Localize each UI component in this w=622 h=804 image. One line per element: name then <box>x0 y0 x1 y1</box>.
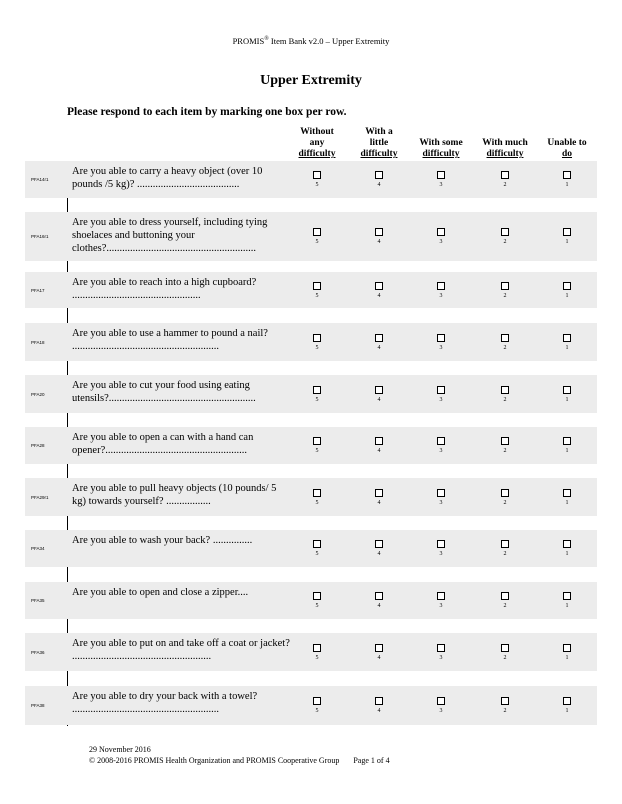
column-headers <box>0 123 622 161</box>
response-checkbox[interactable] <box>563 697 571 705</box>
response-checkbox[interactable] <box>501 644 509 652</box>
response-value: 4 <box>377 708 381 714</box>
response-option[interactable] <box>305 375 329 413</box>
response-checkbox[interactable] <box>563 437 571 445</box>
footer-date: 29 November 2016 <box>89 745 151 754</box>
response-value: 2 <box>503 708 507 714</box>
response-checkbox[interactable] <box>501 489 509 497</box>
response-value: 2 <box>503 551 507 557</box>
response-checkbox[interactable] <box>313 437 321 445</box>
response-checkbox[interactable] <box>437 228 445 236</box>
footer-page-number: Page 1 of 4 <box>353 756 390 765</box>
footer-copyright: © 2008-2016 PROMIS Health Organization and PROMIS Cooperative Group <box>89 756 340 765</box>
response-checkbox[interactable] <box>563 592 571 600</box>
response-option[interactable] <box>305 633 329 671</box>
column-header-line: difficulty <box>298 149 336 159</box>
response-option[interactable] <box>367 686 391 725</box>
response-checkbox[interactable] <box>563 540 571 548</box>
response-value: 2 <box>503 292 507 299</box>
item-row <box>25 530 597 567</box>
response-option[interactable] <box>429 478 453 516</box>
response-checkbox[interactable] <box>375 228 383 236</box>
response-checkbox[interactable] <box>375 282 383 290</box>
response-value: 4 <box>377 239 381 245</box>
response-checkbox[interactable] <box>313 171 321 179</box>
item-id: PFA36 <box>31 649 45 655</box>
response-option[interactable] <box>493 582 517 619</box>
response-checkbox[interactable] <box>501 697 509 705</box>
response-value: 4 <box>377 182 381 188</box>
response-checkbox[interactable] <box>437 386 445 394</box>
response-value: 2 <box>503 239 507 245</box>
column-header <box>406 123 476 160</box>
item-id: PFA18 <box>31 339 45 345</box>
response-checkbox[interactable] <box>563 489 571 497</box>
response-value: 2 <box>503 603 507 609</box>
response-value: 5 <box>315 551 319 557</box>
response-value: 1 <box>565 551 569 557</box>
response-option[interactable] <box>555 478 579 516</box>
response-checkbox[interactable] <box>501 386 509 394</box>
response-value: 1 <box>565 182 569 188</box>
response-option[interactable] <box>493 212 517 261</box>
response-checkbox[interactable] <box>563 644 571 652</box>
response-checkbox[interactable] <box>375 592 383 600</box>
response-value: 1 <box>565 654 569 661</box>
response-value: 1 <box>565 603 569 609</box>
response-checkbox[interactable] <box>313 489 321 497</box>
response-option[interactable] <box>555 582 579 619</box>
response-option[interactable] <box>429 272 453 308</box>
response-checkbox[interactable] <box>437 540 445 548</box>
response-checkbox[interactable] <box>375 334 383 342</box>
response-checkbox[interactable] <box>375 386 383 394</box>
response-checkbox[interactable] <box>375 697 383 705</box>
response-value: 5 <box>315 239 319 245</box>
response-option[interactable] <box>429 161 453 198</box>
item-row <box>25 212 597 261</box>
response-checkbox[interactable] <box>501 282 509 290</box>
item-question: Are you able to put on and take off a coat or jacket? ..................................................... <box>72 638 290 662</box>
response-value: 3 <box>439 603 443 609</box>
column-header-line: difficulty <box>422 149 460 159</box>
response-checkbox[interactable] <box>437 334 445 342</box>
response-option[interactable] <box>429 427 453 464</box>
response-option[interactable] <box>493 530 517 567</box>
response-value: 1 <box>565 499 569 506</box>
response-value: 3 <box>439 499 443 506</box>
column-header-line: With much <box>482 138 528 148</box>
response-checkbox[interactable] <box>437 437 445 445</box>
item-id: PFA28 <box>31 443 45 448</box>
item-row <box>25 161 597 198</box>
response-option[interactable] <box>305 686 329 725</box>
item-row <box>25 375 597 413</box>
response-option[interactable] <box>493 323 517 361</box>
response-checkbox[interactable] <box>437 282 445 290</box>
response-checkbox[interactable] <box>313 540 321 548</box>
response-option[interactable] <box>305 427 329 464</box>
response-option[interactable] <box>367 427 391 464</box>
item-question: Are you able to open a can with a hand can opener?...................................................... <box>72 432 254 456</box>
response-value: 5 <box>315 603 319 609</box>
column-header <box>470 123 540 160</box>
response-value: 5 <box>315 448 319 454</box>
response-option[interactable] <box>305 478 329 516</box>
response-checkbox[interactable] <box>313 697 321 705</box>
item-id: PFA16r1 <box>31 234 49 239</box>
item-id: PFA29r1 <box>31 494 49 500</box>
response-value: 5 <box>315 654 319 661</box>
response-option[interactable] <box>367 582 391 619</box>
column-header-line: little <box>369 138 389 148</box>
response-checkbox[interactable] <box>501 228 509 236</box>
response-option[interactable] <box>429 530 453 567</box>
document-footer <box>89 744 390 766</box>
response-option[interactable] <box>429 212 453 261</box>
page-title: Upper Extremity <box>260 73 362 88</box>
response-option[interactable] <box>555 212 579 261</box>
response-option[interactable] <box>493 375 517 413</box>
response-option[interactable] <box>305 323 329 361</box>
response-checkbox[interactable] <box>437 644 445 652</box>
response-checkbox[interactable] <box>501 592 509 600</box>
response-value: 5 <box>315 396 319 403</box>
response-value: 4 <box>377 551 381 557</box>
header-brand: PROMIS <box>232 36 265 46</box>
response-checkbox[interactable] <box>437 592 445 600</box>
instruction-text: Please respond to each item by marking one box per row. <box>67 106 347 118</box>
response-value: 4 <box>377 448 381 454</box>
document-header <box>0 36 622 46</box>
response-option[interactable] <box>555 633 579 671</box>
response-checkbox[interactable] <box>437 697 445 705</box>
response-checkbox[interactable] <box>563 171 571 179</box>
response-option[interactable] <box>367 272 391 308</box>
response-option[interactable] <box>305 530 329 567</box>
item-question: Are you able to carry a heavy object (over 10 pounds /5 kg)? ....................................... <box>72 166 263 190</box>
column-header <box>344 123 414 160</box>
registered-mark: ® <box>264 36 269 43</box>
response-value: 3 <box>439 344 443 351</box>
response-checkbox[interactable] <box>313 282 321 290</box>
item-question: Are you able to use a hammer to pound a nail? ........................................................ <box>72 328 268 352</box>
response-option[interactable] <box>429 633 453 671</box>
header-subtitle: Item Bank v2.0 – Upper Extremity <box>268 36 390 46</box>
response-checkbox[interactable] <box>563 228 571 236</box>
item-row <box>25 582 597 619</box>
response-checkbox[interactable] <box>313 386 321 394</box>
response-value: 2 <box>503 182 507 188</box>
response-option[interactable] <box>493 272 517 308</box>
item-row <box>25 478 597 516</box>
response-value: 3 <box>439 292 443 299</box>
response-checkbox[interactable] <box>375 437 383 445</box>
response-value: 4 <box>377 603 381 609</box>
response-value: 3 <box>439 182 443 188</box>
response-option[interactable] <box>367 212 391 261</box>
response-option[interactable] <box>493 161 517 198</box>
response-option[interactable] <box>555 686 579 725</box>
item-id: PFA20 <box>31 391 45 397</box>
response-option[interactable] <box>429 323 453 361</box>
item-question: Are you able to open and close a zipper.... <box>72 587 249 598</box>
response-value: 4 <box>377 344 381 351</box>
response-value: 5 <box>315 344 319 351</box>
item-question: Are you able to pull heavy objects (10 pounds/ 5 kg) towards yourself? ................. <box>72 483 277 507</box>
response-value: 3 <box>439 551 443 557</box>
response-checkbox[interactable] <box>375 644 383 652</box>
column-header-line: Unable to <box>547 138 587 148</box>
response-checkbox[interactable] <box>313 592 321 600</box>
column-header-line: Without <box>300 127 334 137</box>
response-value: 4 <box>377 499 381 506</box>
response-value: 3 <box>439 708 443 714</box>
item-row <box>25 427 597 464</box>
column-header-line: do <box>561 149 573 159</box>
response-value: 1 <box>565 708 569 714</box>
response-value: 1 <box>565 292 569 299</box>
item-id: PFA35 <box>31 598 45 603</box>
response-checkbox[interactable] <box>563 282 571 290</box>
column-header-line: With a <box>365 127 393 137</box>
column-header-line: difficulty <box>486 149 524 159</box>
response-checkbox[interactable] <box>437 489 445 497</box>
response-checkbox[interactable] <box>313 228 321 236</box>
response-value: 5 <box>315 292 319 299</box>
response-value: 4 <box>377 292 381 299</box>
response-option[interactable] <box>555 530 579 567</box>
response-value: 2 <box>503 448 507 454</box>
response-option[interactable] <box>555 161 579 198</box>
response-checkbox[interactable] <box>501 540 509 548</box>
response-option[interactable] <box>367 478 391 516</box>
column-header <box>282 123 352 160</box>
response-checkbox[interactable] <box>563 386 571 394</box>
response-option[interactable] <box>429 375 453 413</box>
response-option[interactable] <box>493 633 517 671</box>
response-value: 4 <box>377 396 381 403</box>
column-header-line: any <box>309 138 325 148</box>
response-value: 3 <box>439 239 443 245</box>
response-value: 1 <box>565 396 569 403</box>
response-option[interactable] <box>367 530 391 567</box>
item-id: PFA34 <box>31 546 45 551</box>
item-id: PFA38 <box>31 703 45 708</box>
response-value: 5 <box>315 182 319 188</box>
item-row <box>25 272 597 308</box>
response-option[interactable] <box>367 323 391 361</box>
item-id: PFA14r1 <box>31 177 49 182</box>
response-value: 2 <box>503 396 507 403</box>
response-option[interactable] <box>305 212 329 261</box>
item-row <box>25 633 597 671</box>
response-option[interactable] <box>555 272 579 308</box>
response-value: 3 <box>439 448 443 454</box>
response-option[interactable] <box>305 582 329 619</box>
response-checkbox[interactable] <box>501 171 509 179</box>
response-option[interactable] <box>305 161 329 198</box>
response-value: 3 <box>439 396 443 403</box>
column-header <box>532 123 602 160</box>
response-option[interactable] <box>305 272 329 308</box>
response-option[interactable] <box>555 323 579 361</box>
item-question: Are you able to wash your back? ............... <box>72 535 253 546</box>
item-row <box>25 323 597 361</box>
item-question: Are you able to dress yourself, including tying shoelaces and buttoning your clothes?......................................................... <box>72 217 268 254</box>
response-checkbox[interactable] <box>375 489 383 497</box>
response-option[interactable] <box>493 427 517 464</box>
item-question: Are you able to dry your back with a towel? ........................................................ <box>72 691 258 715</box>
item-id: PFA17 <box>31 287 45 293</box>
response-value: 5 <box>315 708 319 714</box>
response-checkbox[interactable] <box>375 171 383 179</box>
response-option[interactable] <box>367 161 391 198</box>
response-value: 1 <box>565 344 569 351</box>
response-option[interactable] <box>429 582 453 619</box>
response-value: 1 <box>565 448 569 454</box>
item-row <box>25 686 597 725</box>
response-value: 4 <box>377 654 381 661</box>
response-checkbox[interactable] <box>501 437 509 445</box>
response-option[interactable] <box>429 686 453 725</box>
response-checkbox[interactable] <box>313 334 321 342</box>
response-checkbox[interactable] <box>375 540 383 548</box>
response-checkbox[interactable] <box>563 334 571 342</box>
response-value: 2 <box>503 344 507 351</box>
response-option[interactable] <box>493 686 517 725</box>
column-header-line: With some <box>419 138 463 148</box>
item-question: Are you able to reach into a high cupboard? ................................................. <box>72 277 257 301</box>
response-checkbox[interactable] <box>501 334 509 342</box>
response-value: 3 <box>439 654 443 661</box>
column-header-line: difficulty <box>360 149 398 159</box>
response-option[interactable] <box>367 375 391 413</box>
response-value: 2 <box>503 654 507 661</box>
response-option[interactable] <box>555 375 579 413</box>
response-value: 2 <box>503 499 507 506</box>
response-checkbox[interactable] <box>437 171 445 179</box>
item-question: Are you able to cut your food using eating utensils?........................................................ <box>72 380 256 404</box>
response-value: 5 <box>315 499 319 506</box>
response-option[interactable] <box>367 633 391 671</box>
response-option[interactable] <box>555 427 579 464</box>
response-value: 1 <box>565 239 569 245</box>
response-checkbox[interactable] <box>313 644 321 652</box>
response-option[interactable] <box>493 478 517 516</box>
